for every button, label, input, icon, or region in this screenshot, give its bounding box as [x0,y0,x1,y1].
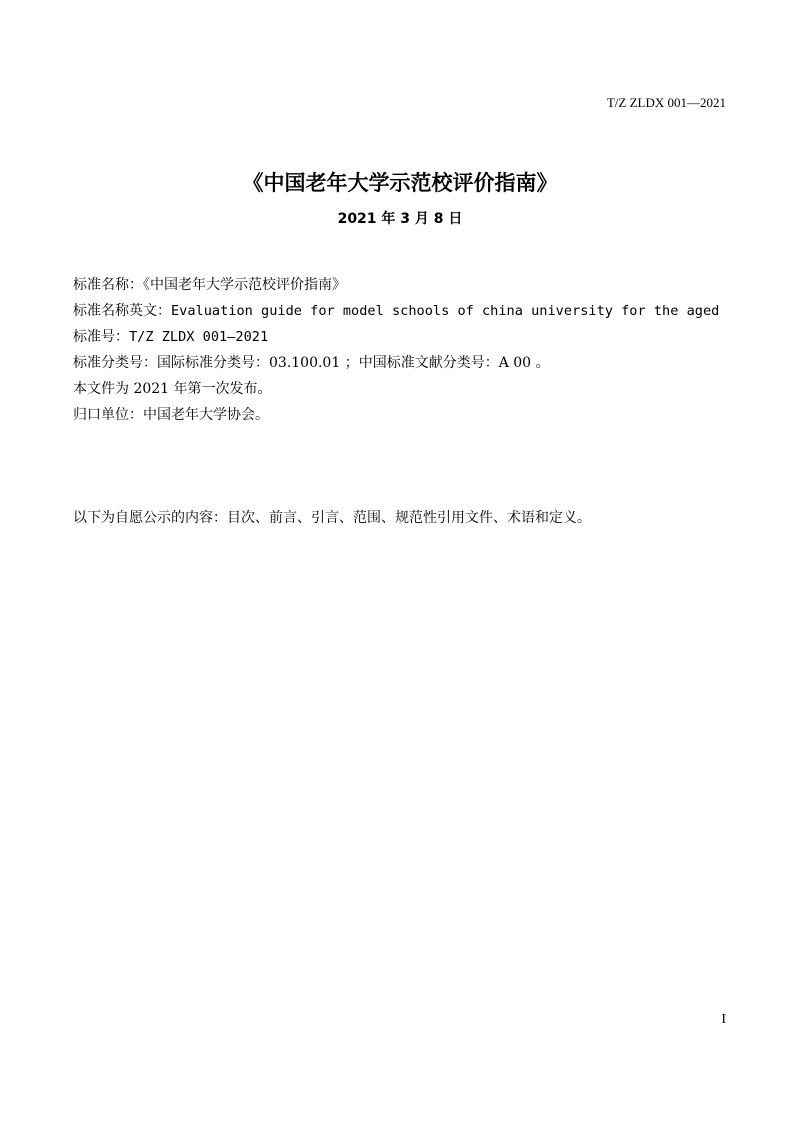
classification-line: 标准分类号：国际标准分类号：03.100.01 ；中国标准文献分类号：A 00 。 [73,355,550,371]
standard-number-line [73,324,733,350]
standard-english-name-line [73,298,733,324]
authority-line: 归口单位：中国老年大学协会。 [73,407,269,423]
document-title: 《中国老年大学示范校评价指南》 [242,171,558,195]
standard-number-label: 标准号： [73,329,129,345]
standard-number-value: T/Z ZLDX 001—2021 [129,329,269,345]
standard-code-header: T/Z ZLDX 001—2021 [606,95,726,110]
release-line: 本文件为 2021 年第一次发布。 [73,381,272,397]
standard-english-name-value: Evaluation guide for model schools of china university for the aged [171,303,720,319]
standard-name-line [73,272,733,298]
document-date: 2021 年 3 月 8 日 [337,211,463,227]
standard-info-block [73,272,733,428]
page-number: I [721,1012,726,1027]
standard-name-value: 《中国老年大学示范校评价指南》 [143,277,346,293]
standard-english-name-label: 标准名称英文： [73,303,171,319]
disclosure-notice: 以下为自愿公示的内容：目次、前言、引言、范围、规范性引用文件、术语和定义。 [73,510,591,526]
standard-name-label: 标准名称： [73,277,143,293]
